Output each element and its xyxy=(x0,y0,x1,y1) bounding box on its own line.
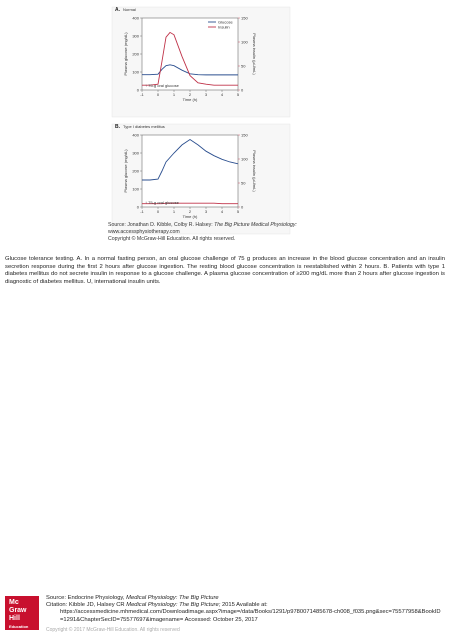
x-tick-label: 3 xyxy=(205,209,208,214)
x-axis-label: Time (h) xyxy=(183,97,198,102)
x-tick-label: 2 xyxy=(189,92,192,97)
y-right-tick-label: 50 xyxy=(241,63,246,68)
x-tick-label: 1 xyxy=(173,209,176,214)
figure-source-prefix: Source: Jonathan D. Kibble, Colby R. Halsey: xyxy=(108,222,213,228)
panel-label: B. xyxy=(115,124,121,130)
x-tick-label: 3 xyxy=(205,92,208,97)
figure-source-url: www.accessphysiotherapy.com xyxy=(108,229,358,236)
logo-line: Graw xyxy=(9,607,39,615)
panel-label: A. xyxy=(115,7,121,13)
y-right-tick-label: 100 xyxy=(241,39,248,44)
footer xyxy=(0,296,450,338)
citation-title: Medical Physiology: The Big Picture; xyxy=(126,602,220,608)
annotation-label: ↑ 75-g oral glucose xyxy=(145,83,180,88)
y-right-axis-label: Plasma insulin (µU/mL) xyxy=(252,33,257,75)
plot-area xyxy=(142,135,238,207)
y-axis-label: Plasma glucose (mg/dL) xyxy=(123,149,128,193)
x-tick-label: 1 xyxy=(173,92,176,97)
figure-caption: Glucose tolerance testing. A. In a normal fasting person, an oral glucose challenge of 75 g produces an increase in the blood glucose concentration and an insulin secretion response during the first 2 hours after glucose ingestion. The resting blood glucose concentration is reestablished within 2 hours. B. Patients with type 1 diabetes mellitus do not secrete insulin in response to a glucose challenge. A plasma glucose concentration of ≥200 mg/dL more than 2 hours after glucose ingestion is diagnostic of diabetes mellitus. U, international insulin units. xyxy=(5,256,445,286)
x-tick-label: 4 xyxy=(221,92,224,97)
y-right-tick-label: 50 xyxy=(241,180,246,185)
y-right-axis-label: Plasma insulin (µU/mL) xyxy=(252,150,257,192)
y-tick-label: 100 xyxy=(132,69,139,74)
logo-line: Education xyxy=(9,623,39,631)
y-axis-label: Plasma glucose (mg/dL) xyxy=(123,32,128,76)
logo-line: Mc xyxy=(9,599,39,607)
citation-prefix: Citation: Kibble JD, Halsey CR xyxy=(46,602,125,608)
x-tick-label: -1 xyxy=(140,209,144,214)
y-tick-label: 0 xyxy=(137,87,140,92)
y-right-tick-label: 150 xyxy=(241,132,248,137)
y-right-tick-label: 150 xyxy=(241,15,248,20)
citation-rest: 2015 Available at: xyxy=(222,602,268,608)
y-tick-label: 200 xyxy=(132,51,139,56)
y-right-tick-label: 100 xyxy=(241,156,248,161)
source-title: Medical Physiology: The Big Picture xyxy=(126,595,218,601)
x-tick-label: 5 xyxy=(237,209,240,214)
footer-copyright: Copyright © 2017 McGraw-Hill Education. All rights reserved xyxy=(46,627,180,633)
y-tick-label: 0 xyxy=(137,204,140,209)
glucose-tolerance-chart xyxy=(94,4,350,248)
x-tick-label: -1 xyxy=(140,92,144,97)
figure-source-title: The Big Picture Medical Physiology: xyxy=(214,222,297,228)
figure-copyright: Copyright © McGraw-Hill Education. All rights reserved. xyxy=(108,236,358,243)
citation-block xyxy=(46,595,441,624)
panel-title: Type I diabetes mellitus xyxy=(123,124,165,129)
annotation-label: ↑ 75-g oral glucose xyxy=(145,200,180,205)
x-tick-label: 5 xyxy=(237,92,240,97)
x-tick-label: 0 xyxy=(157,209,160,214)
y-tick-label: 200 xyxy=(132,168,139,173)
x-tick-label: 4 xyxy=(221,209,224,214)
x-axis-label: Time (h) xyxy=(183,214,198,219)
x-tick-label: 2 xyxy=(189,209,192,214)
y-right-tick-label: 0 xyxy=(241,204,244,209)
legend-label: Glucose xyxy=(218,19,233,24)
y-right-tick-label: 0 xyxy=(241,87,244,92)
y-tick-label: 300 xyxy=(132,33,139,38)
y-tick-label: 100 xyxy=(132,186,139,191)
citation-url[interactable]: https://accessmedicine.mhmedical.com/Downloadimage.aspx?image=/data/Books/1291/p9780071485678-ch008_f035.png&sec=75577958&BookID=1291&ChapterSecID=75577697&imagename= Accessed: October 25, 2017 xyxy=(46,609,441,623)
legend-label: Insulin xyxy=(218,24,230,29)
publisher-logo xyxy=(5,596,39,630)
figure-panel xyxy=(94,4,350,248)
y-tick-label: 300 xyxy=(132,150,139,155)
x-tick-label: 0 xyxy=(157,92,160,97)
y-tick-label: 400 xyxy=(132,132,139,137)
figure-source xyxy=(108,222,358,244)
panel-title: Normal xyxy=(123,7,136,12)
y-tick-label: 400 xyxy=(132,15,139,20)
logo-line: Hill xyxy=(9,615,39,623)
source-prefix: Source: Endocrine Physiology, xyxy=(46,595,125,601)
